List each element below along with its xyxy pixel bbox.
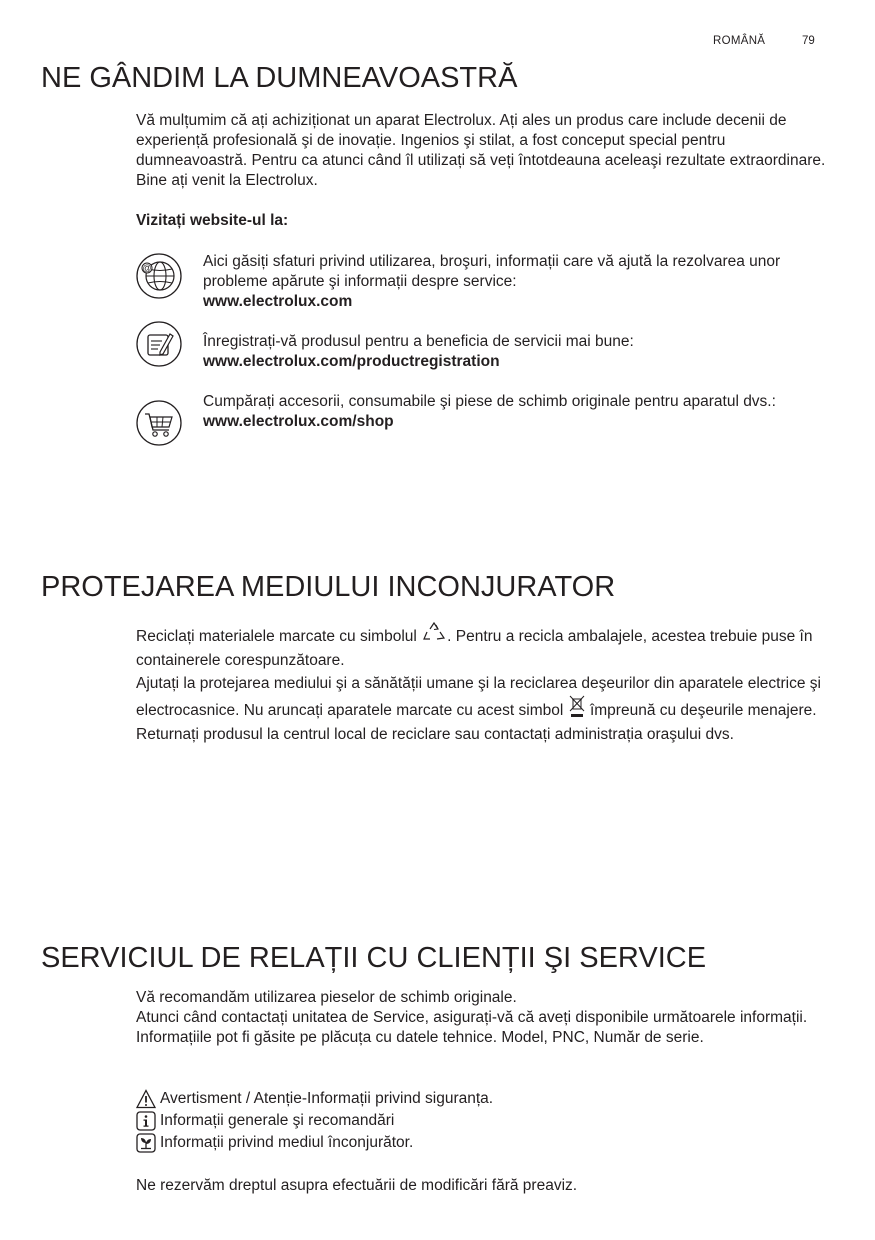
recycle-text-after: . Pentru a recicla ambalajele, acestea trebuie puse în containerele corespunzătoare. (136, 628, 813, 669)
section-title-environment: PROTEJAREA MEDIULUI INCONJURATOR (41, 571, 616, 603)
website-row-info (203, 252, 813, 312)
weee-text-after: împreună cu deşeurile menajere. Returnați produsul la centrul local de reciclare sau contactați administrația oraşului dvs. (136, 702, 817, 743)
website-row-shop (203, 392, 813, 432)
info-icon (136, 1111, 156, 1131)
shopping-cart-icon (135, 399, 183, 447)
recycle-text-before: Reciclați materialele marcate cu simbolul (136, 628, 417, 645)
legend-environment (136, 1132, 826, 1154)
legend-info-text: Informații generale şi recomandări (160, 1112, 395, 1129)
legend-warning-text: Avertisment / Atenție-Informații privind siguranța. (160, 1090, 494, 1107)
header-language: ROMÂNĂ (713, 35, 766, 47)
recycle-icon (421, 620, 447, 650)
intro-text: Vă mulțumim că ați achiziționat un aparat Electrolux. Ați ales un produs care include decenii de experiență profesională şi de inovație. Ingenios şi stilat, a fost conceput special pentru dumneavoastră. Pentru ca atunci când îl utilizați să veți întotdeauna aceleaşi rezultate extraordinare. Bine ați venit la Electrolux. (136, 112, 826, 189)
website-row-shop-text: Cumpărați accesorii, consumabile şi piese de schimb originale pentru aparatul dvs.: (203, 393, 776, 410)
page-number: 79 (802, 35, 815, 47)
service-line-1: Vă recomandăm utilizarea pieselor de schimb originale. (136, 989, 517, 1006)
intro-paragraph (136, 111, 826, 191)
service-paragraph (136, 988, 826, 1048)
service-line-2: Atunci când contactați unitatea de Service, asigurați-vă că aveți disponibile următoarele informații. (136, 1009, 808, 1026)
environment-paragraph (136, 620, 826, 745)
section-title-customer-service: SERVICIUL DE RELAȚII CU CLIENȚII ŞI SERVICE (41, 942, 707, 974)
warning-triangle-icon (136, 1089, 156, 1109)
notepad-pen-icon (135, 320, 183, 368)
weee-text-before: Ajutați la protejarea mediului şi a sănătății umane şi la reciclarea deşeurilor din aparatele electrice şi electrocasnice. Nu aruncați aparatele marcate cu acest simbol (136, 675, 821, 719)
website-row-registration (203, 332, 813, 372)
crossed-bin-icon (568, 694, 586, 724)
recycle-text (136, 620, 826, 671)
service-line-3: Informațiile pot fi găsite pe plăcuța cu datele tehnice. Model, PNC, Număr de serie. (136, 1029, 704, 1046)
website-row-registration-text: Înregistrați-vă produsul pentru a beneficia de servicii mai bune: (203, 333, 634, 350)
svg-text:@: @ (142, 263, 152, 273)
legend-environment-text: Informații privind mediul înconjurător. (160, 1134, 414, 1151)
website-link-registration[interactable]: www.electrolux.com/productregistration (203, 353, 500, 370)
globe-at-icon (135, 252, 183, 300)
environment-icon (136, 1133, 156, 1153)
website-link-main[interactable]: www.electrolux.com (203, 293, 353, 310)
visit-label: Vizitați website-ul la: (136, 212, 289, 229)
footer-note: Ne rezervăm dreptul asupra efectuării de modificări fără preaviz. (136, 1177, 578, 1194)
weee-text (136, 673, 826, 745)
symbol-legend (136, 1088, 826, 1154)
legend-info (136, 1110, 826, 1132)
legend-warning (136, 1088, 826, 1110)
website-row-info-text: Aici găsiți sfaturi privind utilizarea, broşuri, informații care vă ajută la rezolvarea unor probleme apărute şi informații despre service: (203, 253, 781, 290)
website-link-shop[interactable]: www.electrolux.com/shop (203, 413, 394, 430)
section-title-thinking-of-you: NE GÂNDIM LA DUMNEAVOASTRĂ (41, 62, 518, 94)
